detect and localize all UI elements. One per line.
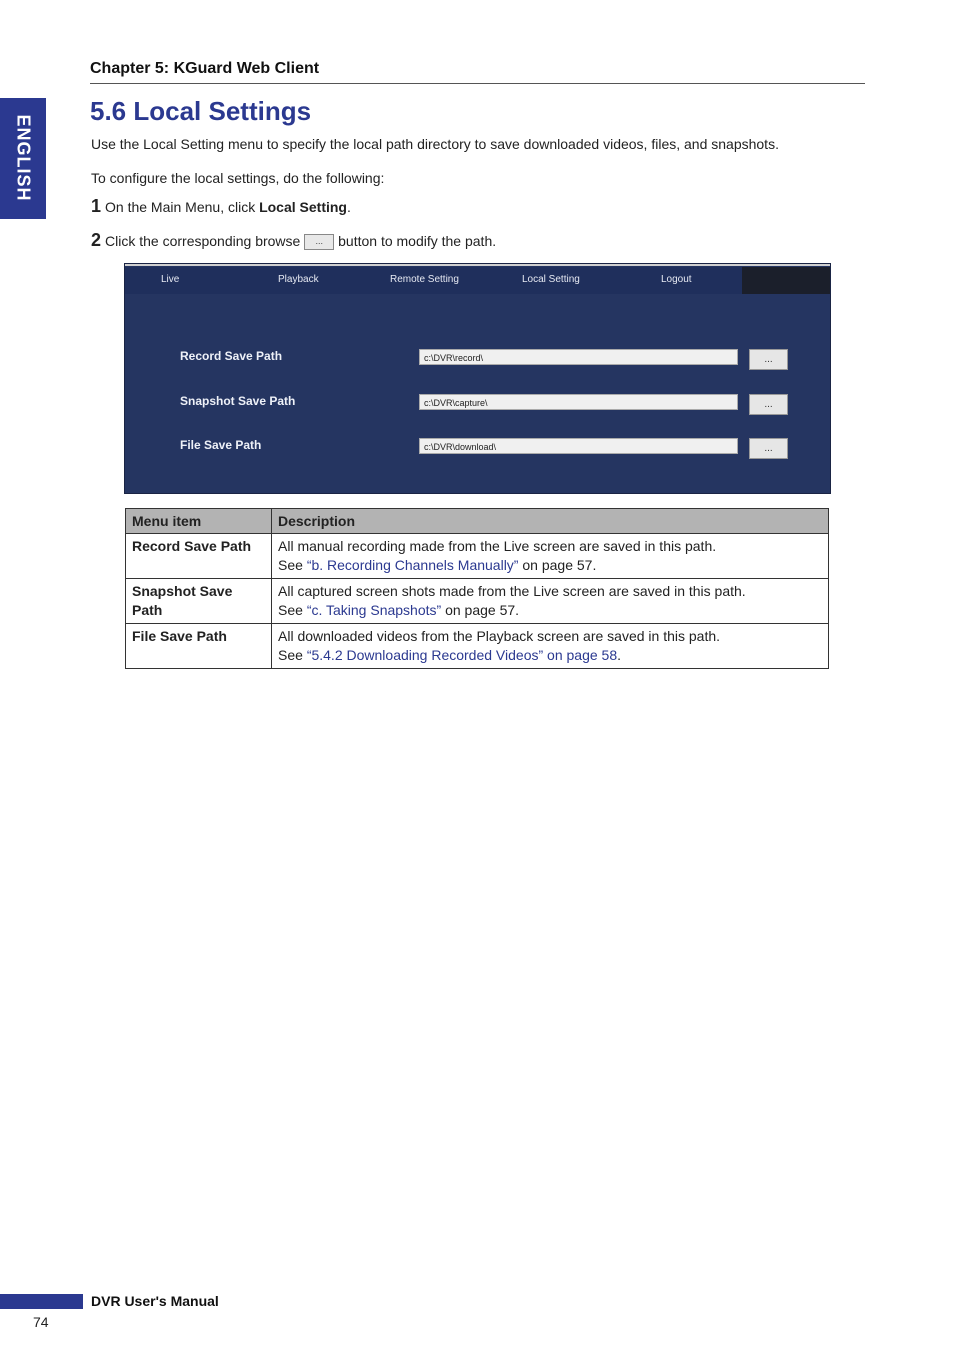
- record-save-path-field[interactable]: c:\DVR\record\: [419, 349, 738, 365]
- configure-paragraph: To configure the local settings, do the following:: [91, 170, 385, 186]
- step-2-post: button to modify the path.: [334, 233, 497, 249]
- chapter-heading: Chapter 5: KGuard Web Client: [90, 60, 320, 77]
- menu-item-remote-setting[interactable]: Remote Setting: [390, 274, 459, 285]
- record-browse-button[interactable]: ...: [749, 349, 788, 370]
- table-row: [126, 579, 829, 624]
- menu-description-table: [125, 508, 829, 669]
- record-save-path-label: Record Save Path: [180, 349, 283, 363]
- table-header-row: [126, 509, 829, 534]
- see-text: See: [278, 557, 307, 573]
- file-browse-button[interactable]: ...: [749, 438, 788, 459]
- language-tab: [0, 98, 46, 219]
- snapshot-save-path-label: Snapshot Save Path: [180, 394, 296, 408]
- menu-item-logout[interactable]: Logout: [661, 274, 692, 285]
- snapshot-save-path-field[interactable]: c:\DVR\capture\: [419, 394, 738, 410]
- menu-item-local-setting[interactable]: Local Setting: [522, 274, 580, 285]
- step-1: [91, 196, 351, 217]
- row-description: [272, 534, 829, 579]
- footer-accent-bar: [0, 1294, 83, 1309]
- section-title: 5.6 Local Settings: [90, 96, 312, 126]
- after-text: .: [617, 647, 621, 663]
- file-save-path-field[interactable]: c:\DVR\download\: [419, 438, 738, 454]
- step-2: [91, 230, 496, 251]
- step-1-bold: Local Setting: [259, 199, 347, 215]
- header-menu-item: Menu item: [126, 509, 272, 534]
- row-description-text: All downloaded videos from the Playback screen are saved in this path.: [278, 628, 721, 644]
- step-2-number: 2: [91, 230, 102, 250]
- row-description-text: All manual recording made from the Live screen are saved in this path.: [278, 538, 717, 554]
- step-1-number: 1: [91, 196, 102, 216]
- chapter-divider: [90, 83, 865, 84]
- row-item: File Save Path: [126, 624, 272, 669]
- row-description: [272, 579, 829, 624]
- page-number: 74: [33, 1314, 49, 1330]
- cross-reference-link[interactable]: “c. Taking Snapshots”: [306, 602, 442, 618]
- menu-item-playback[interactable]: Playback: [278, 274, 319, 285]
- after-text: on page 57.: [441, 602, 520, 618]
- screenshot-top-line: [125, 264, 830, 266]
- after-text: on page 57.: [518, 557, 597, 573]
- see-text: See: [278, 647, 307, 663]
- snapshot-browse-button[interactable]: ...: [749, 394, 788, 415]
- intro-paragraph: Use the Local Setting menu to specify the local path directory to save downloaded videos, files, and snapshots.: [91, 136, 779, 152]
- step-1-post: .: [346, 199, 351, 215]
- step-1-text: On the Main Menu, click: [105, 199, 260, 215]
- table-row: [126, 624, 829, 669]
- file-save-path-label: File Save Path: [180, 438, 262, 452]
- table-row: [126, 534, 829, 579]
- row-item: Record Save Path: [126, 534, 272, 579]
- row-description-text: All captured screen shots made from the Live screen are saved in this path.: [278, 583, 746, 599]
- step-2-text: Click the corresponding browse: [105, 233, 305, 249]
- see-text: See: [278, 602, 307, 618]
- cross-reference-link[interactable]: “b. Recording Channels Manually”: [306, 557, 519, 573]
- main-menu-filler: [742, 267, 830, 294]
- language-tab-label: ENGLISH: [13, 114, 34, 202]
- header-description: Description: [272, 509, 829, 534]
- cross-reference-link[interactable]: “5.4.2 Downloading Recorded Videos” on page 58: [306, 647, 618, 663]
- row-item: Snapshot Save Path: [126, 579, 272, 624]
- row-description: [272, 624, 829, 669]
- browse-button-inline: ...: [304, 234, 334, 250]
- menu-item-live[interactable]: Live: [161, 274, 180, 285]
- footer-manual-title: DVR User's Manual: [91, 1293, 219, 1309]
- local-settings-screenshot: [124, 263, 831, 494]
